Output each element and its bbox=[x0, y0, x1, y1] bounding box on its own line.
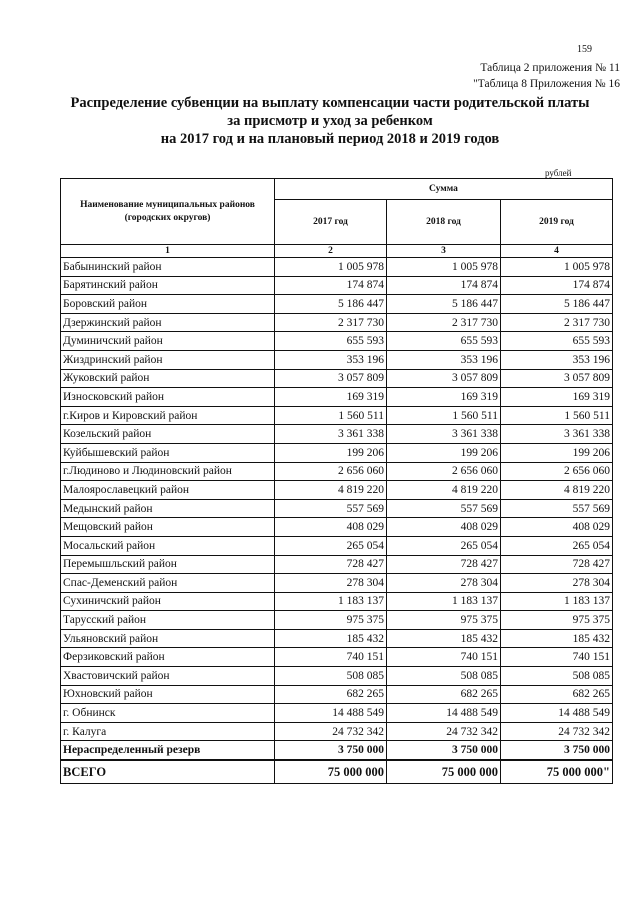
table-row bbox=[61, 722, 613, 741]
amount-2018: 2 317 730 bbox=[387, 313, 501, 332]
amount-2017: 4 819 220 bbox=[275, 481, 387, 500]
amount-2019: 408 029 bbox=[501, 518, 613, 537]
amount-2018: 278 304 bbox=[387, 574, 501, 593]
reserve-amount-2019: 3 750 000 bbox=[501, 741, 613, 760]
column-number: 2 bbox=[275, 245, 387, 258]
amount-2018: 408 029 bbox=[387, 518, 501, 537]
column-number-row bbox=[61, 245, 613, 258]
column-number: 1 bbox=[61, 245, 275, 258]
district-name: Износковский район bbox=[61, 388, 275, 407]
amount-2017: 169 319 bbox=[275, 388, 387, 407]
column-number: 3 bbox=[387, 245, 501, 258]
amount-2019: 557 569 bbox=[501, 499, 613, 518]
district-name: Мосальский район bbox=[61, 536, 275, 555]
amount-2019: 185 432 bbox=[501, 629, 613, 648]
table-row bbox=[61, 258, 613, 277]
table-row bbox=[61, 629, 613, 648]
amount-2018: 655 593 bbox=[387, 332, 501, 351]
amount-2019: 353 196 bbox=[501, 350, 613, 369]
total-amount-2018: 75 000 000 bbox=[387, 760, 501, 784]
title-line-3: на 2017 год и на плановый период 2018 и 2019 годов bbox=[160, 131, 500, 147]
column-header-2018: 2018 год bbox=[387, 200, 501, 245]
reserve-row bbox=[61, 741, 613, 760]
district-name: г.Людиново и Людиновский район bbox=[61, 462, 275, 481]
column-header-sum: Сумма bbox=[275, 179, 613, 200]
amount-2019: 1 005 978 bbox=[501, 258, 613, 277]
amount-2017: 728 427 bbox=[275, 555, 387, 574]
amount-2017: 3 057 809 bbox=[275, 369, 387, 388]
amount-2017: 2 317 730 bbox=[275, 313, 387, 332]
table-body bbox=[61, 258, 613, 784]
amount-2018: 508 085 bbox=[387, 667, 501, 686]
amount-2017: 2 656 060 bbox=[275, 462, 387, 481]
amount-2018: 975 375 bbox=[387, 611, 501, 630]
title-line-1: Распределение субвенции на выплату компенсации части родительской платы bbox=[70, 95, 590, 111]
table-row bbox=[61, 555, 613, 574]
district-name: Боровский район bbox=[61, 295, 275, 314]
total-label: ВСЕГО bbox=[61, 760, 275, 784]
amount-2019: 728 427 bbox=[501, 555, 613, 574]
amount-2019: 1 560 511 bbox=[501, 406, 613, 425]
table-row bbox=[61, 648, 613, 667]
amount-2017: 3 361 338 bbox=[275, 425, 387, 444]
amount-2018: 265 054 bbox=[387, 536, 501, 555]
amount-2019: 682 265 bbox=[501, 685, 613, 704]
table-row bbox=[61, 406, 613, 425]
table-row bbox=[61, 350, 613, 369]
appendix-line-1: Таблица 2 приложения № 11 bbox=[480, 62, 620, 74]
amount-2017: 14 488 549 bbox=[275, 704, 387, 723]
page-number: 159 bbox=[577, 44, 592, 55]
district-name: г.Киров и Кировский район bbox=[61, 406, 275, 425]
table-row bbox=[61, 574, 613, 593]
reserve-label: Нераспределенный резерв bbox=[61, 741, 275, 760]
amount-2018: 169 319 bbox=[387, 388, 501, 407]
column-header-2019: 2019 год bbox=[501, 200, 613, 245]
amount-2019: 2 317 730 bbox=[501, 313, 613, 332]
amount-2017: 174 874 bbox=[275, 276, 387, 295]
amount-2018: 199 206 bbox=[387, 443, 501, 462]
amount-2019: 5 186 447 bbox=[501, 295, 613, 314]
district-name: Юхновский район bbox=[61, 685, 275, 704]
district-name: Козельский район bbox=[61, 425, 275, 444]
amount-2017: 655 593 bbox=[275, 332, 387, 351]
table-row bbox=[61, 388, 613, 407]
district-name: Перемышльский район bbox=[61, 555, 275, 574]
district-name: Думиничский район bbox=[61, 332, 275, 351]
amount-2017: 557 569 bbox=[275, 499, 387, 518]
amount-2017: 185 432 bbox=[275, 629, 387, 648]
amount-2017: 278 304 bbox=[275, 574, 387, 593]
amount-2018: 728 427 bbox=[387, 555, 501, 574]
amount-2019: 3 361 338 bbox=[501, 425, 613, 444]
amount-2019: 740 151 bbox=[501, 648, 613, 667]
amount-2018: 2 656 060 bbox=[387, 462, 501, 481]
district-name: Тарусский район bbox=[61, 611, 275, 630]
district-name: Хвастовичский район bbox=[61, 667, 275, 686]
district-name: Спас-Деменский район bbox=[61, 574, 275, 593]
district-name: г. Калуга bbox=[61, 722, 275, 741]
table-row bbox=[61, 611, 613, 630]
amount-2019: 1 183 137 bbox=[501, 592, 613, 611]
amount-2018: 1 005 978 bbox=[387, 258, 501, 277]
amount-2017: 408 029 bbox=[275, 518, 387, 537]
table-row bbox=[61, 443, 613, 462]
table-row bbox=[61, 369, 613, 388]
amount-2019: 174 874 bbox=[501, 276, 613, 295]
amount-2018: 5 186 447 bbox=[387, 295, 501, 314]
amount-2018: 557 569 bbox=[387, 499, 501, 518]
district-name: Жуковский район bbox=[61, 369, 275, 388]
amount-2017: 199 206 bbox=[275, 443, 387, 462]
district-name: Бабынинский район bbox=[61, 258, 275, 277]
amount-2017: 508 085 bbox=[275, 667, 387, 686]
district-name: Ферзиковский район bbox=[61, 648, 275, 667]
appendix-header bbox=[473, 60, 620, 92]
table-row bbox=[61, 276, 613, 295]
amount-2017: 24 732 342 bbox=[275, 722, 387, 741]
district-name: Куйбышевский район bbox=[61, 443, 275, 462]
amount-2019: 655 593 bbox=[501, 332, 613, 351]
table-row bbox=[61, 295, 613, 314]
column-number: 4 bbox=[501, 245, 613, 258]
district-name: Мещовский район bbox=[61, 518, 275, 537]
reserve-amount-2017: 3 750 000 bbox=[275, 741, 387, 760]
amount-2019: 4 819 220 bbox=[501, 481, 613, 500]
district-name: Малоярославецкий район bbox=[61, 481, 275, 500]
amount-2018: 1 183 137 bbox=[387, 592, 501, 611]
amount-2018: 14 488 549 bbox=[387, 704, 501, 723]
table-row bbox=[61, 313, 613, 332]
amount-2018: 1 560 511 bbox=[387, 406, 501, 425]
appendix-line-2: "Таблица 8 Приложения № 16 bbox=[473, 78, 620, 90]
amount-2019: 265 054 bbox=[501, 536, 613, 555]
units-label: рублей bbox=[545, 168, 572, 178]
amount-2018: 353 196 bbox=[387, 350, 501, 369]
table-row bbox=[61, 667, 613, 686]
amount-2018: 3 361 338 bbox=[387, 425, 501, 444]
total-amount-2019: 75 000 000" bbox=[501, 760, 613, 784]
amount-2017: 975 375 bbox=[275, 611, 387, 630]
title-line-2: за присмотр и уход за ребенком bbox=[227, 113, 433, 129]
amount-2018: 3 057 809 bbox=[387, 369, 501, 388]
table-row bbox=[61, 425, 613, 444]
amount-2019: 169 319 bbox=[501, 388, 613, 407]
amount-2018: 24 732 342 bbox=[387, 722, 501, 741]
amount-2017: 353 196 bbox=[275, 350, 387, 369]
table-row bbox=[61, 592, 613, 611]
table-row bbox=[61, 704, 613, 723]
amount-2019: 2 656 060 bbox=[501, 462, 613, 481]
total-row bbox=[61, 760, 613, 784]
district-name: Дзержинский район bbox=[61, 313, 275, 332]
amount-2018: 740 151 bbox=[387, 648, 501, 667]
reserve-amount-2018: 3 750 000 bbox=[387, 741, 501, 760]
column-header-2017: 2017 год bbox=[275, 200, 387, 245]
district-name: Жиздринский район bbox=[61, 350, 275, 369]
amount-2017: 265 054 bbox=[275, 536, 387, 555]
amount-2017: 682 265 bbox=[275, 685, 387, 704]
table-row bbox=[61, 536, 613, 555]
total-amount-2017: 75 000 000 bbox=[275, 760, 387, 784]
amount-2017: 1 560 511 bbox=[275, 406, 387, 425]
amount-2018: 174 874 bbox=[387, 276, 501, 295]
amount-2017: 5 186 447 bbox=[275, 295, 387, 314]
amount-2019: 975 375 bbox=[501, 611, 613, 630]
subsidy-table bbox=[60, 178, 613, 784]
amount-2019: 3 057 809 bbox=[501, 369, 613, 388]
table-row bbox=[61, 685, 613, 704]
amount-2018: 185 432 bbox=[387, 629, 501, 648]
district-name: Ульяновский район bbox=[61, 629, 275, 648]
amount-2019: 199 206 bbox=[501, 443, 613, 462]
district-name: Барятинский район bbox=[61, 276, 275, 295]
table-row bbox=[61, 462, 613, 481]
table-row bbox=[61, 332, 613, 351]
table-row bbox=[61, 481, 613, 500]
amount-2019: 278 304 bbox=[501, 574, 613, 593]
amount-2019: 508 085 bbox=[501, 667, 613, 686]
table-row bbox=[61, 518, 613, 537]
column-header-name: Наименование муниципальных районов (городских округов) bbox=[61, 179, 275, 245]
district-name: Медынский район bbox=[61, 499, 275, 518]
document-title bbox=[40, 94, 620, 148]
amount-2018: 682 265 bbox=[387, 685, 501, 704]
amount-2019: 24 732 342 bbox=[501, 722, 613, 741]
district-name: Сухиничский район bbox=[61, 592, 275, 611]
district-name: г. Обнинск bbox=[61, 704, 275, 723]
amount-2017: 1 005 978 bbox=[275, 258, 387, 277]
table-row bbox=[61, 499, 613, 518]
amount-2017: 740 151 bbox=[275, 648, 387, 667]
amount-2017: 1 183 137 bbox=[275, 592, 387, 611]
amount-2018: 4 819 220 bbox=[387, 481, 501, 500]
amount-2019: 14 488 549 bbox=[501, 704, 613, 723]
